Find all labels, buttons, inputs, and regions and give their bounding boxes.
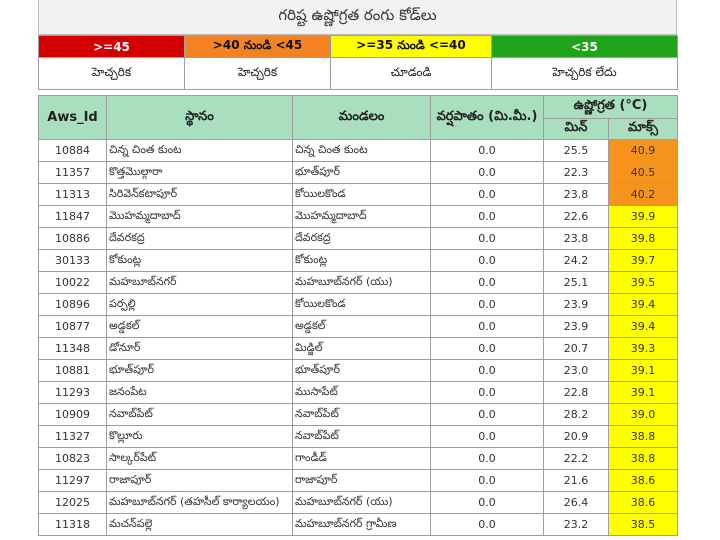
cell-aws-id: 30133 <box>39 250 107 272</box>
table-row <box>39 206 678 228</box>
cell-mandal: రాజాపూర్ <box>293 470 431 492</box>
cell-aws-id: 10022 <box>39 272 107 294</box>
cell-aws-id: 11327 <box>39 426 107 448</box>
table-row <box>39 470 678 492</box>
cell-aws-id: 10877 <box>39 316 107 338</box>
cell-station: అడ్డకల్ <box>107 316 293 338</box>
table-row <box>39 250 678 272</box>
cell-min-temp: 23.9 <box>544 294 609 316</box>
table-row <box>39 162 678 184</box>
cell-mandal: దేవరకద్ర <box>293 228 431 250</box>
cell-aws-id: 11313 <box>39 184 107 206</box>
cell-max-temp: 39.7 <box>609 250 678 272</box>
cell-min-temp: 23.8 <box>544 184 609 206</box>
legend-meanings <box>39 58 678 90</box>
cell-rainfall: 0.0 <box>431 250 544 272</box>
cell-mandal: గాండీడ్ <box>293 448 431 470</box>
cell-station: దేవరకద్ర <box>107 228 293 250</box>
cell-station: మొహమ్మదాబాద్ <box>107 206 293 228</box>
cell-max-temp: 39.3 <box>609 338 678 360</box>
cell-mandal: భూత్‌పూర్ <box>293 162 431 184</box>
cell-station: డోనూర్ <box>107 338 293 360</box>
legend-table <box>38 35 678 90</box>
header-rainfall: వర్షపాతం (మి.మీ.) <box>431 96 544 140</box>
cell-max-temp: 40.9 <box>609 140 678 162</box>
cell-min-temp: 20.9 <box>544 426 609 448</box>
cell-mandal: మహబూబ్‌నగర్ గ్రామీణ <box>293 514 431 536</box>
legend-range-green: <35 <box>492 36 678 58</box>
table-row <box>39 492 678 514</box>
cell-min-temp: 22.8 <box>544 382 609 404</box>
cell-rainfall: 0.0 <box>431 492 544 514</box>
legend-meaning-orange: హెచ్చరిక <box>185 58 331 90</box>
table-row <box>39 184 678 206</box>
table-row <box>39 316 678 338</box>
cell-min-temp: 22.3 <box>544 162 609 184</box>
cell-station: కోకుంట్ల <box>107 250 293 272</box>
cell-station: కొల్లూరు <box>107 426 293 448</box>
legend-meaning-red: హెచ్చరిక <box>39 58 185 90</box>
cell-rainfall: 0.0 <box>431 338 544 360</box>
legend-range-red: >=45 <box>39 36 185 58</box>
cell-mandal: ముసాపేట్ <box>293 382 431 404</box>
cell-mandal: చిన్న చింత కుంట <box>293 140 431 162</box>
table-row <box>39 404 678 426</box>
cell-station: జనంపేట <box>107 382 293 404</box>
cell-max-temp: 39.1 <box>609 360 678 382</box>
cell-min-temp: 24.2 <box>544 250 609 272</box>
cell-aws-id: 11293 <box>39 382 107 404</box>
cell-max-temp: 38.5 <box>609 514 678 536</box>
cell-rainfall: 0.0 <box>431 404 544 426</box>
cell-aws-id: 11357 <box>39 162 107 184</box>
cell-max-temp: 39.4 <box>609 316 678 338</box>
cell-max-temp: 39.0 <box>609 404 678 426</box>
cell-max-temp: 39.1 <box>609 382 678 404</box>
cell-min-temp: 21.6 <box>544 470 609 492</box>
legend-range-yellow: >=35 నుండి <=40 <box>331 36 492 58</box>
cell-rainfall: 0.0 <box>431 382 544 404</box>
cell-station: భూత్‌పూర్ <box>107 360 293 382</box>
cell-max-temp: 38.8 <box>609 426 678 448</box>
table-row <box>39 448 678 470</box>
cell-mandal: మహబూబ్‌నగర్ (యు) <box>293 492 431 514</box>
cell-rainfall: 0.0 <box>431 140 544 162</box>
cell-aws-id: 11297 <box>39 470 107 492</box>
cell-min-temp: 25.1 <box>544 272 609 294</box>
cell-max-temp: 38.8 <box>609 448 678 470</box>
cell-rainfall: 0.0 <box>431 360 544 382</box>
table-row <box>39 140 678 162</box>
table-row <box>39 514 678 536</box>
cell-max-temp: 39.8 <box>609 228 678 250</box>
cell-min-temp: 23.8 <box>544 228 609 250</box>
cell-min-temp: 28.2 <box>544 404 609 426</box>
table-row <box>39 272 678 294</box>
cell-rainfall: 0.0 <box>431 470 544 492</box>
cell-rainfall: 0.0 <box>431 448 544 470</box>
header-aws-id: Aws_Id <box>39 96 107 140</box>
legend-meaning-green: హెచ్చరిక లేదు <box>492 58 678 90</box>
header-temperature: ఉష్ణోగ్రత (°C) <box>544 96 678 119</box>
cell-aws-id: 10884 <box>39 140 107 162</box>
cell-station: సాల్కర్‌పేట్ <box>107 448 293 470</box>
cell-aws-id: 11318 <box>39 514 107 536</box>
table-body <box>39 140 678 536</box>
cell-aws-id: 12025 <box>39 492 107 514</box>
cell-min-temp: 20.7 <box>544 338 609 360</box>
cell-max-temp: 40.2 <box>609 184 678 206</box>
cell-rainfall: 0.0 <box>431 514 544 536</box>
header-station: స్థానం <box>107 96 293 140</box>
table-row <box>39 338 678 360</box>
cell-station: పర్పల్లి <box>107 294 293 316</box>
cell-mandal: అడ్డకల్ <box>293 316 431 338</box>
legend-range-orange: >40 నుండి <45 <box>185 36 331 58</box>
cell-station: చిన్న చింత కుంట <box>107 140 293 162</box>
cell-aws-id: 10823 <box>39 448 107 470</box>
temperature-table <box>38 95 678 536</box>
cell-aws-id: 11847 <box>39 206 107 228</box>
table-row <box>39 360 678 382</box>
cell-rainfall: 0.0 <box>431 162 544 184</box>
table-row <box>39 382 678 404</box>
cell-min-temp: 23.0 <box>544 360 609 382</box>
table-row <box>39 228 678 250</box>
legend-ranges <box>39 36 678 58</box>
cell-min-temp: 23.9 <box>544 316 609 338</box>
table-row <box>39 294 678 316</box>
cell-mandal: కోకుంట్ల <box>293 250 431 272</box>
cell-rainfall: 0.0 <box>431 272 544 294</box>
cell-mandal: మిడ్జిల్ <box>293 338 431 360</box>
cell-rainfall: 0.0 <box>431 294 544 316</box>
cell-max-temp: 38.6 <box>609 492 678 514</box>
cell-rainfall: 0.0 <box>431 184 544 206</box>
cell-rainfall: 0.0 <box>431 426 544 448</box>
cell-max-temp: 40.5 <box>609 162 678 184</box>
cell-mandal: మొహమ్మదాబాద్ <box>293 206 431 228</box>
cell-aws-id: 10909 <box>39 404 107 426</box>
cell-min-temp: 22.6 <box>544 206 609 228</box>
legend-meaning-yellow: చూడండి <box>331 58 492 90</box>
cell-aws-id: 11348 <box>39 338 107 360</box>
cell-rainfall: 0.0 <box>431 316 544 338</box>
cell-aws-id: 10896 <box>39 294 107 316</box>
cell-max-temp: 39.4 <box>609 294 678 316</box>
cell-max-temp: 39.9 <box>609 206 678 228</box>
cell-station: కొత్తమొల్గారా <box>107 162 293 184</box>
cell-max-temp: 38.6 <box>609 470 678 492</box>
cell-mandal: భూత్‌పూర్ <box>293 360 431 382</box>
cell-rainfall: 0.0 <box>431 228 544 250</box>
cell-mandal: కోయిలకొండ <box>293 294 431 316</box>
cell-mandal: నవాబ్‌పేట్ <box>293 404 431 426</box>
cell-mandal: నవాబ్‌పేట్ <box>293 426 431 448</box>
temperature-report <box>38 0 677 536</box>
page-title: గరిష్ట ఉష్ణోగ్రత రంగు కోడ్‌లు <box>38 0 677 35</box>
cell-max-temp: 39.5 <box>609 272 678 294</box>
cell-min-temp: 26.4 <box>544 492 609 514</box>
cell-mandal: మహబూబ్‌నగర్ (యు) <box>293 272 431 294</box>
cell-station: రాజాపూర్ <box>107 470 293 492</box>
header-max: మాక్స్ <box>609 119 678 140</box>
cell-station: నవాబ్‌పేట్ <box>107 404 293 426</box>
cell-aws-id: 10881 <box>39 360 107 382</box>
cell-station: మహబూబ్‌నగర్ <box>107 272 293 294</box>
cell-station: మహబూబ్‌నగర్ (తహసీల్ కార్యాలయం) <box>107 492 293 514</box>
table-row <box>39 426 678 448</box>
cell-station: సిరివెన్‌కటాపూర్ <box>107 184 293 206</box>
cell-min-temp: 23.2 <box>544 514 609 536</box>
cell-min-temp: 25.5 <box>544 140 609 162</box>
cell-min-temp: 22.2 <box>544 448 609 470</box>
cell-aws-id: 10886 <box>39 228 107 250</box>
cell-mandal: కోయిలకొండ <box>293 184 431 206</box>
header-mandal: మండలం <box>293 96 431 140</box>
header-min: మిన్ <box>544 119 609 140</box>
cell-rainfall: 0.0 <box>431 206 544 228</box>
table-header-row <box>39 96 678 119</box>
cell-station: మచన్‌పల్లె <box>107 514 293 536</box>
